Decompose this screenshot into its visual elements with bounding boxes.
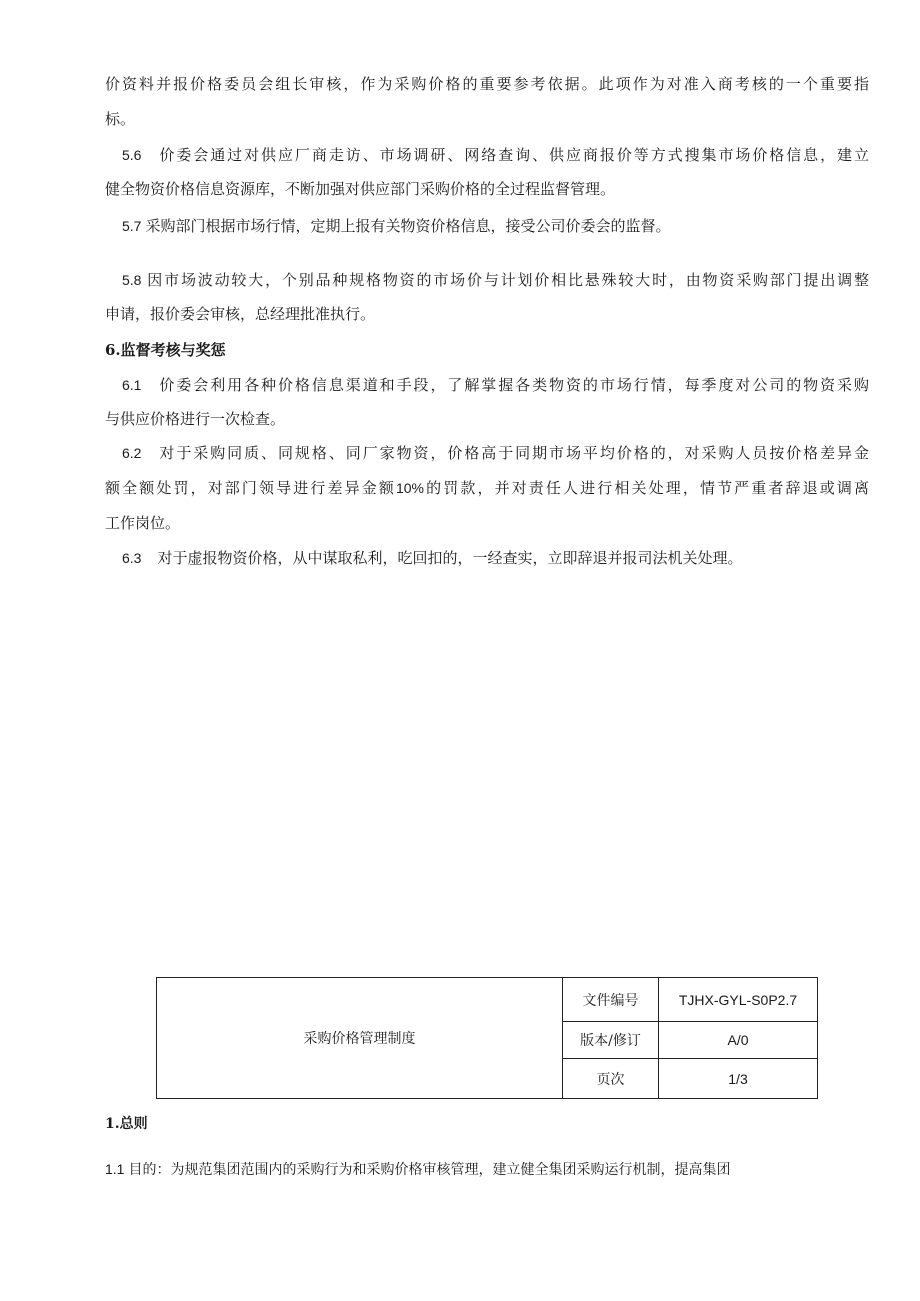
paragraph-line: 与供应价格进行一次检查。 [105, 410, 286, 428]
page-value: 1/3 [659, 1059, 818, 1099]
clause-6-3: 6.3 对于虚报物资价格，从中谋取私利，吃回扣的，一经查实，立即辞退并报司法机关处理。 [122, 549, 743, 567]
document-title: 采购价格管理制度 [157, 978, 563, 1099]
clause-number: 6.2 [122, 445, 142, 461]
file-number-value: TJHX-GYL-S0P2.7 [659, 978, 818, 1022]
clause-number: 5.8 [122, 272, 142, 288]
version-label: 版本/修订 [563, 1022, 659, 1059]
clause-number: 5.7 [122, 218, 142, 234]
clause-number: 6.3 [122, 550, 142, 566]
document-header-table [156, 977, 818, 1099]
clause-5-8: 5.8 因市场波动较大，个别品种规格物资的市场价与计划价相比悬殊较大时，由物资采购部门提出调整 [122, 271, 869, 289]
paragraph-line: 申请，报价委会审核，总经理批准执行。 [105, 305, 376, 323]
section-heading: 1.总则 [105, 1116, 148, 1132]
clause-number: 1.1 [105, 1161, 125, 1177]
page-label: 页次 [563, 1059, 659, 1099]
file-number-label: 文件编号 [563, 978, 659, 1022]
clause-number: 6.1 [122, 377, 142, 393]
paragraph-line: 工作岗位。 [105, 514, 181, 532]
paragraph-line: 额全额处罚，对部门领导进行差异金额10%的罚款，并对责任人进行相关处理，情节严重者辞退或调离 [105, 479, 869, 497]
paragraph-line: 标。 [105, 110, 136, 128]
section-heading: 6.监督考核与奖惩 [105, 341, 226, 359]
version-value: A/0 [659, 1022, 818, 1059]
paragraph-line: 健全物资价格信息资源库，不断加强对供应部门采购价格的全过程监督管理。 [105, 180, 616, 198]
clause-5-6: 5.6 价委会通过对供应厂商走访、市场调研、网络查询、供应商报价等方式搜集市场价格信息，建立 [122, 146, 869, 164]
clause-6-2: 6.2 对于采购同质、同规格、同厂家物资，价格高于同期市场平均价格的，对采购人员按价格差异金 [122, 444, 869, 462]
paragraph-line: 价资料并报价格委员会组长审核，作为采购价格的重要参考依据。此项作为对准入商考核的一个重要指 [105, 75, 869, 93]
clause-5-7: 5.7 采购部门根据市场行情，定期上报有关物资价格信息，接受公司价委会的监督。 [122, 217, 671, 235]
clause-number: 5.6 [122, 147, 142, 163]
clause-6-1: 6.1 价委会利用各种价格信息渠道和手段，了解掌握各类物资的市场行情，每季度对公司的物资采购 [122, 376, 869, 394]
clause-1-1: 1.1 目的：为规范集团范围内的采购行为和采购价格审核管理，建立健全集团采购运行机制，提高集团 [105, 1161, 731, 1178]
